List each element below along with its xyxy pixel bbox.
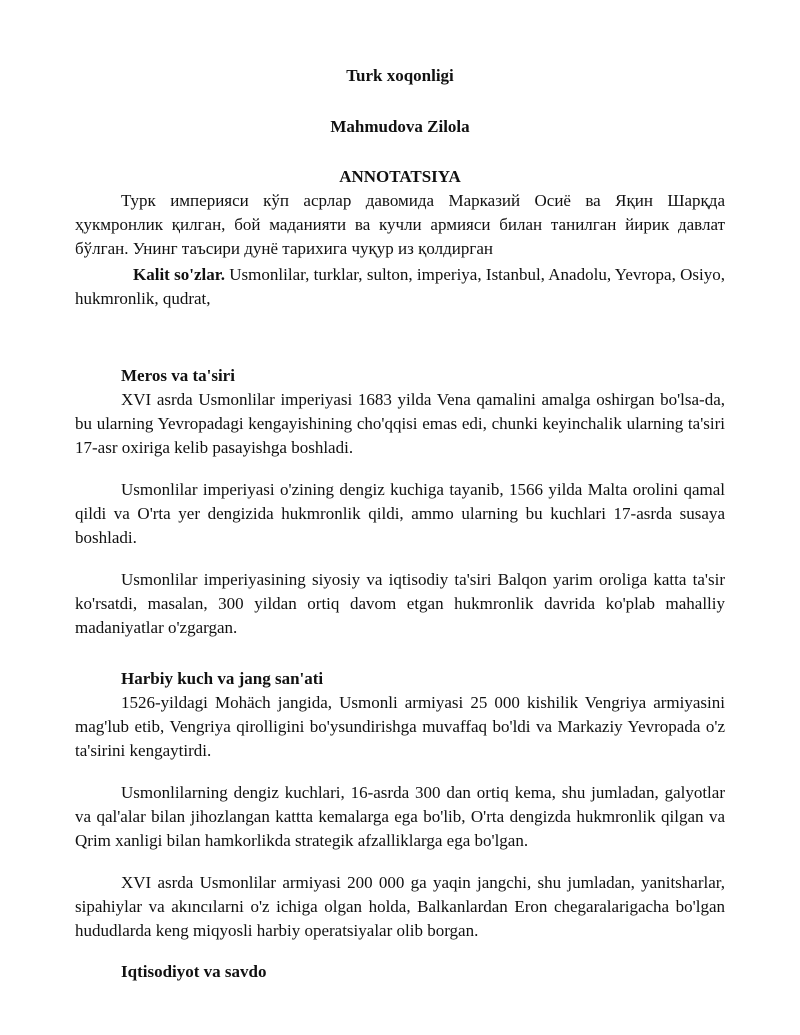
section-meros: [75, 364, 725, 640]
paragraph: 1526-yildagi Mohäch jangida, Usmonli armiyasi 25 000 kishilik Vengriya armiyasini mag'lub etib, Vengriya qirolligini bo'ysundirishga muvaffaq bo'ldi va Markaziy Yevropada o'z ta'sirini kengaytirdi.: [75, 693, 725, 760]
annotation-text: Турк империяси кўп асрлар давомида Марказий Осиё ва Яқин Шарқда ҳукмронлик қилган, бой маданияти ва кучли армияси билан танилган йирик давлат бўлган. Унинг таъсири дунё тарихига чуқур из қолдирган: [75, 191, 725, 258]
section-heading: Meros va ta'siri: [121, 366, 235, 385]
paragraph: XVI asrda Usmonlilar armiyasi 200 000 ga yaqin jangchi, shu jumladan, yanitsharlar, sipahiylar va akıncılarni o'z ichiga olgan holda, Balkanlardan Eron chegaralarigacha bo'lgan hududlarda keng miqyosli harbiy operatsiyalar olib borgan.: [75, 873, 725, 940]
paragraph: XVI asrda Usmonlilar imperiyasi 1683 yilda Vena qamalini amalga oshirgan bo'lsa-da, bu ularning Yevropadagi kengayishining cho'qqisi emas edi, chunki keyinchalik ularning ta'siri 17-asr oxiriga kelib pasayishga boshladi.: [75, 390, 725, 457]
section-heading: Iqtisodiyot va savdo: [121, 962, 267, 981]
document-title: Turk xoqonligi: [346, 66, 454, 85]
author-name: Mahmudova Zilola: [330, 117, 470, 136]
keywords-paragraph: [75, 263, 725, 311]
annotation-heading: ANNOTATSIYA: [339, 167, 461, 186]
section-heading: Harbiy kuch va jang san'ati: [121, 669, 324, 688]
paragraph: Usmonlilar imperiyasi o'zining dengiz kuchiga tayanib, 1566 yilda Malta orolini qamal qildi va O'rta yer dengizida hukmronlik qildi, ammo ularning bu kuchlari 17-asrda susaya boshladi.: [75, 480, 725, 547]
section-iqtisodiyot: [75, 960, 725, 984]
paragraph: Usmonlilarning dengiz kuchlari, 16-asrda 300 dan ortiq kema, shu jumladan, galyotlar va qal'alar bilan jihozlangan kattta kemalarga ega bo'lib, O'rta dengizda hukmronlik qilgan va Qrim xanligi bilan hamkorlikda strategik afzalliklarga ega bo'lgan.: [75, 783, 725, 850]
section-harbiy: [75, 667, 725, 943]
keywords-label: Kalit so'zlar.: [133, 265, 225, 284]
keywords-text: Usmonlilar, turklar, sulton, imperiya, Istanbul, Anadolu, Yevropa, Osiyo, hukmronlik, qudrat,: [75, 265, 725, 308]
paragraph: Usmonlilar imperiyasining siyosiy va iqtisodiy ta'siri Balqon yarim oroliga katta ta'sir ko'rsatdi, masalan, 300 yildan ortiq davom etgan hukmronlik davrida ko'plab mahalliy madaniyatlar o'zgargan.: [75, 570, 725, 637]
annotation-block: [75, 189, 725, 311]
